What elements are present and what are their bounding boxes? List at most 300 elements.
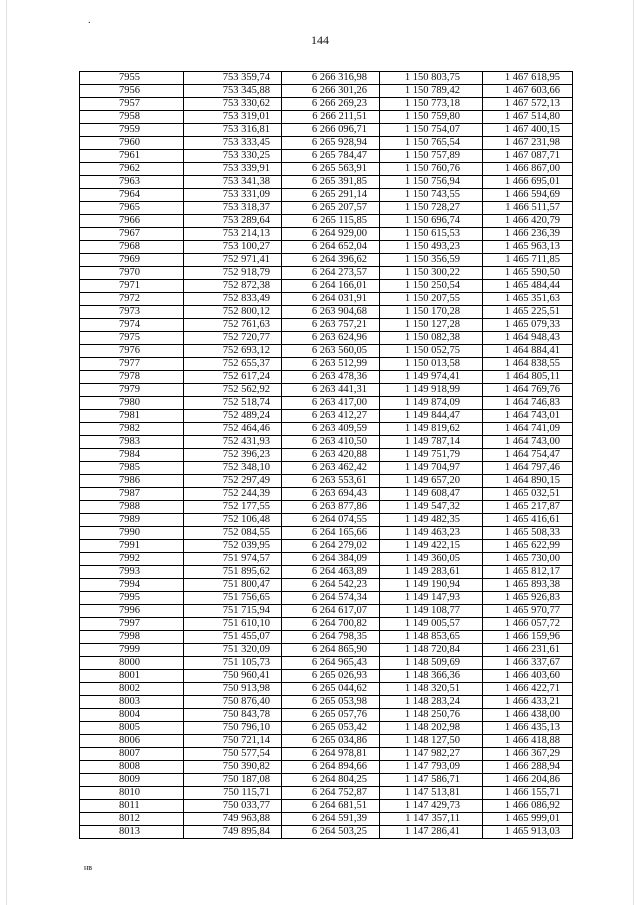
- table-cell: 752 396,23: [184, 449, 282, 462]
- table-cell: 1 464 948,43: [483, 332, 573, 345]
- table-cell: 1 465 999,01: [483, 813, 573, 826]
- table-cell: 1 465 351,63: [483, 293, 573, 306]
- table-cell: 1 150 773,18: [380, 98, 483, 111]
- table-cell: 1 466 367,29: [483, 748, 573, 761]
- table-cell: 6 265 057,76: [282, 709, 380, 722]
- table-row: [80, 605, 573, 618]
- table-cell: 752 833,49: [184, 293, 282, 306]
- table-row: [80, 488, 573, 501]
- table-row: [80, 137, 573, 150]
- table-cell: 1 150 754,07: [380, 124, 483, 137]
- table-cell: 1 150 013,58: [380, 358, 483, 371]
- table-cell: 1 467 231,98: [483, 137, 573, 150]
- table-cell: 753 316,81: [184, 124, 282, 137]
- table-cell: 1 466 867,00: [483, 163, 573, 176]
- table-cell: 6 264 804,25: [282, 774, 380, 787]
- table-cell: 1 149 787,14: [380, 436, 483, 449]
- table-cell: 6 263 512,99: [282, 358, 380, 371]
- table-row: [80, 410, 573, 423]
- table-row: [80, 631, 573, 644]
- table-cell: 1 466 422,71: [483, 683, 573, 696]
- table-cell: 6 264 617,07: [282, 605, 380, 618]
- table-cell: 1 149 005,57: [380, 618, 483, 631]
- table-cell: 1 150 757,89: [380, 150, 483, 163]
- table-cell: 1 147 793,09: [380, 761, 483, 774]
- table-cell: 1 147 429,73: [380, 800, 483, 813]
- table-cell: 7990: [80, 527, 184, 540]
- table-cell: 1 150 052,75: [380, 345, 483, 358]
- table-cell: 1 148 720,84: [380, 644, 483, 657]
- table-cell: 1 149 844,47: [380, 410, 483, 423]
- table-row: [80, 501, 573, 514]
- table-cell: 1 465 590,50: [483, 267, 573, 280]
- table-cell: 1 465 963,13: [483, 241, 573, 254]
- table-cell: 1 147 286,41: [380, 826, 483, 839]
- table-cell: 1 148 250,76: [380, 709, 483, 722]
- table-cell: 1 148 509,69: [380, 657, 483, 670]
- table-cell: 751 800,47: [184, 579, 282, 592]
- table-cell: 753 214,13: [184, 228, 282, 241]
- table-cell: 7958: [80, 111, 184, 124]
- table-cell: 752 693,12: [184, 345, 282, 358]
- table-cell: 6 264 074,55: [282, 514, 380, 527]
- table-cell: 1 150 789,42: [380, 85, 483, 98]
- table-cell: 752 039,95: [184, 540, 282, 553]
- table-cell: 1 150 300,22: [380, 267, 483, 280]
- table-cell: 753 318,37: [184, 202, 282, 215]
- table-cell: 753 319,01: [184, 111, 282, 124]
- table-row: [80, 397, 573, 410]
- table-cell: 1 150 696,74: [380, 215, 483, 228]
- table-cell: 1 466 435,13: [483, 722, 573, 735]
- table-cell: 6 265 291,14: [282, 189, 380, 202]
- table-cell: 1 149 147,93: [380, 592, 483, 605]
- table-cell: 1 148 320,51: [380, 683, 483, 696]
- table-cell: 1 464 741,09: [483, 423, 573, 436]
- table-cell: 7973: [80, 306, 184, 319]
- table-cell: 6 265 044,62: [282, 683, 380, 696]
- table-cell: 751 756,65: [184, 592, 282, 605]
- table-cell: 6 264 652,04: [282, 241, 380, 254]
- table-cell: 6 265 784,47: [282, 150, 380, 163]
- table-cell: 1 465 730,00: [483, 553, 573, 566]
- table-cell: 7986: [80, 475, 184, 488]
- table-cell: 7964: [80, 189, 184, 202]
- table-cell: 1 466 057,72: [483, 618, 573, 631]
- table-cell: 753 359,74: [184, 72, 282, 85]
- table-cell: 1 464 769,76: [483, 384, 573, 397]
- table-cell: 752 431,93: [184, 436, 282, 449]
- table-cell: 6 264 894,66: [282, 761, 380, 774]
- table-cell: 8007: [80, 748, 184, 761]
- table-row: [80, 163, 573, 176]
- table-cell: 752 971,41: [184, 254, 282, 267]
- table-cell: 1 466 288,94: [483, 761, 573, 774]
- table-row: [80, 709, 573, 722]
- table-row: [80, 813, 573, 826]
- table-cell: 6 265 207,57: [282, 202, 380, 215]
- table-cell: 7974: [80, 319, 184, 332]
- table-cell: 6 263 420,88: [282, 449, 380, 462]
- table-cell: 1 148 127,50: [380, 735, 483, 748]
- table-cell: 752 084,55: [184, 527, 282, 540]
- table-cell: 6 263 462,42: [282, 462, 380, 475]
- table-cell: 7968: [80, 241, 184, 254]
- table-cell: 1 465 032,51: [483, 488, 573, 501]
- table-cell: 6 265 053,98: [282, 696, 380, 709]
- table-cell: 1 150 170,28: [380, 306, 483, 319]
- table-cell: 7977: [80, 358, 184, 371]
- table-cell: 6 263 478,36: [282, 371, 380, 384]
- table-cell: 7983: [80, 436, 184, 449]
- table-row: [80, 254, 573, 267]
- table-cell: 1 149 463,23: [380, 527, 483, 540]
- table-cell: 1 149 360,05: [380, 553, 483, 566]
- table-row: [80, 124, 573, 137]
- table-row: [80, 423, 573, 436]
- table-cell: 1 465 893,38: [483, 579, 573, 592]
- table-row: [80, 553, 573, 566]
- table-cell: 1 150 493,23: [380, 241, 483, 254]
- table-cell: 749 963,88: [184, 813, 282, 826]
- table-cell: 6 264 273,57: [282, 267, 380, 280]
- table-row: [80, 241, 573, 254]
- table-row: [80, 579, 573, 592]
- table-cell: 753 330,25: [184, 150, 282, 163]
- table-cell: 752 464,46: [184, 423, 282, 436]
- table-cell: 749 895,84: [184, 826, 282, 839]
- table-cell: 1 464 890,15: [483, 475, 573, 488]
- table-cell: 750 577,54: [184, 748, 282, 761]
- table-cell: 1 467 603,66: [483, 85, 573, 98]
- table-cell: 1 149 482,35: [380, 514, 483, 527]
- table-cell: 1 466 403,60: [483, 670, 573, 683]
- table-cell: 7960: [80, 137, 184, 150]
- table-cell: 752 918,79: [184, 267, 282, 280]
- table-cell: 751 105,73: [184, 657, 282, 670]
- table-cell: 7976: [80, 345, 184, 358]
- table-cell: 1 465 508,33: [483, 527, 573, 540]
- table-cell: 6 264 965,43: [282, 657, 380, 670]
- table-cell: 1 467 618,95: [483, 72, 573, 85]
- table-row: [80, 787, 573, 800]
- table-cell: 1 150 765,54: [380, 137, 483, 150]
- table-cell: 6 265 391,85: [282, 176, 380, 189]
- table-row: [80, 358, 573, 371]
- table-row: [80, 618, 573, 631]
- table-cell: 6 266 211,51: [282, 111, 380, 124]
- table-row: [80, 202, 573, 215]
- table-cell: 1 465 484,44: [483, 280, 573, 293]
- table-cell: 752 518,74: [184, 397, 282, 410]
- table-cell: 752 244,39: [184, 488, 282, 501]
- table-row: [80, 345, 573, 358]
- table-cell: 8009: [80, 774, 184, 787]
- table-cell: 1 464 797,46: [483, 462, 573, 475]
- table-cell: 6 265 115,85: [282, 215, 380, 228]
- table-cell: 1 148 283,24: [380, 696, 483, 709]
- scan-dot: .: [88, 15, 91, 26]
- table-cell: 1 466 086,92: [483, 800, 573, 813]
- table-cell: 8008: [80, 761, 184, 774]
- table-cell: 1 466 231,61: [483, 644, 573, 657]
- table-cell: 7961: [80, 150, 184, 163]
- table-cell: 7972: [80, 293, 184, 306]
- table-cell: 1 149 108,77: [380, 605, 483, 618]
- table-cell: 1 464 746,83: [483, 397, 573, 410]
- table-cell: 1 150 728,27: [380, 202, 483, 215]
- table-cell: 751 455,07: [184, 631, 282, 644]
- table-cell: 7979: [80, 384, 184, 397]
- table-cell: 6 264 591,39: [282, 813, 380, 826]
- table-cell: 1 149 819,62: [380, 423, 483, 436]
- table-row: [80, 592, 573, 605]
- table-cell: 6 264 396,62: [282, 254, 380, 267]
- table-cell: 7982: [80, 423, 184, 436]
- table-cell: 6 264 503,25: [282, 826, 380, 839]
- table-cell: 1 466 155,71: [483, 787, 573, 800]
- table-cell: 751 974,57: [184, 553, 282, 566]
- table-cell: 1 148 366,36: [380, 670, 483, 683]
- table-cell: 1 466 420,79: [483, 215, 573, 228]
- table-row: [80, 449, 573, 462]
- table-cell: 7987: [80, 488, 184, 501]
- table-cell: 6 264 574,34: [282, 592, 380, 605]
- page-edge-right: [633, 0, 634, 905]
- table-cell: 8012: [80, 813, 184, 826]
- table-cell: 752 297,49: [184, 475, 282, 488]
- table-cell: 6 264 279,02: [282, 540, 380, 553]
- table-row: [80, 475, 573, 488]
- table-cell: 1 467 572,13: [483, 98, 573, 111]
- table-cell: 6 263 904,68: [282, 306, 380, 319]
- table-cell: 750 721,14: [184, 735, 282, 748]
- table-cell: 6 264 542,23: [282, 579, 380, 592]
- table-cell: 7984: [80, 449, 184, 462]
- table-cell: 8004: [80, 709, 184, 722]
- table-cell: 1 149 190,94: [380, 579, 483, 592]
- table-cell: 7955: [80, 72, 184, 85]
- table-row: [80, 514, 573, 527]
- table-cell: 6 265 928,94: [282, 137, 380, 150]
- table-cell: 752 106,48: [184, 514, 282, 527]
- table-row: [80, 436, 573, 449]
- table-cell: 1 150 756,94: [380, 176, 483, 189]
- table-cell: 752 177,55: [184, 501, 282, 514]
- coordinates-table-body: [80, 72, 573, 839]
- table-cell: 6 265 053,42: [282, 722, 380, 735]
- table-cell: 1 150 127,28: [380, 319, 483, 332]
- table-cell: 752 348,10: [184, 462, 282, 475]
- coordinates-table: [79, 71, 573, 839]
- table-cell: 6 266 301,26: [282, 85, 380, 98]
- table-cell: 1 465 416,61: [483, 514, 573, 527]
- table-cell: 1 150 743,55: [380, 189, 483, 202]
- table-cell: 1 464 743,00: [483, 436, 573, 449]
- table-cell: 1 148 202,98: [380, 722, 483, 735]
- table-cell: 6 264 929,00: [282, 228, 380, 241]
- table-cell: 1 150 207,55: [380, 293, 483, 306]
- table-row: [80, 748, 573, 761]
- table-cell: 1 466 695,01: [483, 176, 573, 189]
- table-cell: 1 466 594,69: [483, 189, 573, 202]
- table-cell: 6 263 694,43: [282, 488, 380, 501]
- table-cell: 1 465 812,17: [483, 566, 573, 579]
- table-cell: 1 467 400,15: [483, 124, 573, 137]
- table-cell: 1 147 357,11: [380, 813, 483, 826]
- table-cell: 1 150 615,53: [380, 228, 483, 241]
- table-cell: 753 341,38: [184, 176, 282, 189]
- table-cell: 1 466 418,88: [483, 735, 573, 748]
- table-cell: 8000: [80, 657, 184, 670]
- table-cell: 8002: [80, 683, 184, 696]
- table-cell: 6 266 269,23: [282, 98, 380, 111]
- table-cell: 1 466 337,67: [483, 657, 573, 670]
- table-cell: 6 264 166,01: [282, 280, 380, 293]
- table-cell: 1 465 079,33: [483, 319, 573, 332]
- table-cell: 6 263 624,96: [282, 332, 380, 345]
- table-cell: 1 150 760,76: [380, 163, 483, 176]
- table-cell: 1 150 082,38: [380, 332, 483, 345]
- table-cell: 6 266 096,71: [282, 124, 380, 137]
- table-cell: 750 115,71: [184, 787, 282, 800]
- table-cell: 1 467 087,71: [483, 150, 573, 163]
- table-cell: 1 149 704,97: [380, 462, 483, 475]
- table-cell: 752 872,38: [184, 280, 282, 293]
- table-cell: 753 100,27: [184, 241, 282, 254]
- table-cell: 6 264 798,35: [282, 631, 380, 644]
- table-row: [80, 293, 573, 306]
- table-row: [80, 150, 573, 163]
- table-cell: 1 149 974,41: [380, 371, 483, 384]
- table-row: [80, 644, 573, 657]
- table-cell: 750 187,08: [184, 774, 282, 787]
- table-cell: 1 464 884,41: [483, 345, 573, 358]
- table-cell: 1 466 204,86: [483, 774, 573, 787]
- table-cell: 7967: [80, 228, 184, 241]
- table-cell: 6 264 700,82: [282, 618, 380, 631]
- table-row: [80, 527, 573, 540]
- table-cell: 752 617,24: [184, 371, 282, 384]
- table-row: [80, 215, 573, 228]
- table-cell: 6 264 752,87: [282, 787, 380, 800]
- table-row: [80, 670, 573, 683]
- table-cell: 1 147 982,27: [380, 748, 483, 761]
- table-cell: 1 465 711,85: [483, 254, 573, 267]
- table-cell: 6 265 563,91: [282, 163, 380, 176]
- table-cell: 752 562,92: [184, 384, 282, 397]
- table-cell: 1 149 751,79: [380, 449, 483, 462]
- table-cell: 753 345,88: [184, 85, 282, 98]
- table-cell: 753 339,91: [184, 163, 282, 176]
- table-row: [80, 722, 573, 735]
- table-cell: 752 800,12: [184, 306, 282, 319]
- table-cell: 1 149 608,47: [380, 488, 483, 501]
- table-cell: 751 610,10: [184, 618, 282, 631]
- table-cell: 8013: [80, 826, 184, 839]
- table-cell: 1 464 754,47: [483, 449, 573, 462]
- table-cell: 6 263 560,05: [282, 345, 380, 358]
- table-cell: 7975: [80, 332, 184, 345]
- table-cell: 750 960,41: [184, 670, 282, 683]
- table-cell: 750 843,78: [184, 709, 282, 722]
- table-cell: 6 264 463,89: [282, 566, 380, 579]
- table-cell: 1 149 283,61: [380, 566, 483, 579]
- table-cell: 1 465 926,83: [483, 592, 573, 605]
- table-cell: 753 331,09: [184, 189, 282, 202]
- table-cell: 752 489,24: [184, 410, 282, 423]
- table-cell: 752 720,77: [184, 332, 282, 345]
- table-row: [80, 566, 573, 579]
- table-cell: 1 465 970,77: [483, 605, 573, 618]
- table-cell: 8011: [80, 800, 184, 813]
- table-cell: 7999: [80, 644, 184, 657]
- table-cell: 7959: [80, 124, 184, 137]
- table-cell: 6 264 978,81: [282, 748, 380, 761]
- table-cell: 753 330,62: [184, 98, 282, 111]
- table-row: [80, 826, 573, 839]
- table-row: [80, 176, 573, 189]
- table-cell: 1 464 743,01: [483, 410, 573, 423]
- table-cell: 7981: [80, 410, 184, 423]
- table-cell: 1 150 803,75: [380, 72, 483, 85]
- table-cell: 7970: [80, 267, 184, 280]
- table-cell: 6 263 441,31: [282, 384, 380, 397]
- table-cell: 750 033,77: [184, 800, 282, 813]
- table-cell: 751 715,94: [184, 605, 282, 618]
- table-cell: 750 913,98: [184, 683, 282, 696]
- table-cell: 7998: [80, 631, 184, 644]
- table-row: [80, 462, 573, 475]
- table-cell: 8001: [80, 670, 184, 683]
- table-cell: 1 149 918,99: [380, 384, 483, 397]
- table-row: [80, 657, 573, 670]
- table-cell: 1 148 853,65: [380, 631, 483, 644]
- table-cell: 1 149 874,09: [380, 397, 483, 410]
- table-cell: 7963: [80, 176, 184, 189]
- table-row: [80, 683, 573, 696]
- table-cell: 8003: [80, 696, 184, 709]
- table-cell: 6 263 410,50: [282, 436, 380, 449]
- table-cell: 7993: [80, 566, 184, 579]
- table-cell: 8010: [80, 787, 184, 800]
- table-cell: 1 150 356,59: [380, 254, 483, 267]
- table-cell: 1 467 514,80: [483, 111, 573, 124]
- table-row: [80, 111, 573, 124]
- table-cell: 750 796,10: [184, 722, 282, 735]
- table-cell: 7980: [80, 397, 184, 410]
- table-row: [80, 306, 573, 319]
- table-cell: 1 466 236,39: [483, 228, 573, 241]
- table-cell: 6 263 417,00: [282, 397, 380, 410]
- table-cell: 752 655,37: [184, 358, 282, 371]
- table-cell: 7996: [80, 605, 184, 618]
- table-cell: 6 263 553,61: [282, 475, 380, 488]
- table-cell: 6 263 877,86: [282, 501, 380, 514]
- table-cell: 1 149 657,20: [380, 475, 483, 488]
- table-cell: 6 266 316,98: [282, 72, 380, 85]
- table-row: [80, 371, 573, 384]
- table-row: [80, 735, 573, 748]
- table-row: [80, 189, 573, 202]
- table-cell: 7965: [80, 202, 184, 215]
- page-edge-left: [6, 0, 7, 905]
- table-row: [80, 228, 573, 241]
- table-cell: 1 466 438,00: [483, 709, 573, 722]
- table-cell: 1 149 422,15: [380, 540, 483, 553]
- table-row: [80, 98, 573, 111]
- table-cell: 7971: [80, 280, 184, 293]
